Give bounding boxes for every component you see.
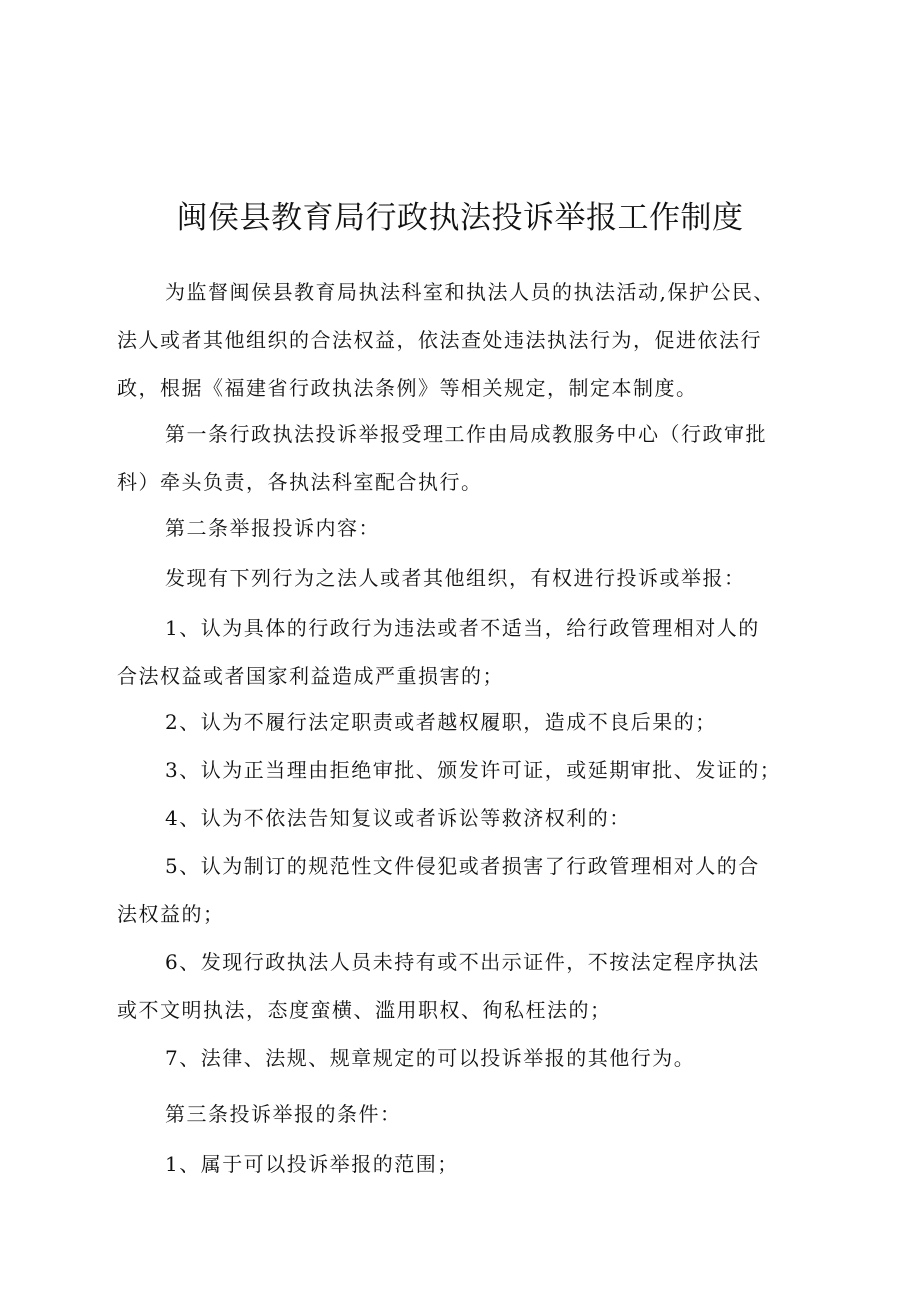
document-title: 闽侯县教育局行政执法投诉举报工作制度 bbox=[176, 200, 744, 236]
item-6-line-2: 或不文明执法，态度蛮横、滥用职权、徇私枉法的； bbox=[117, 998, 612, 1022]
article-1-line-1: 第一条行政执法投诉举报受理工作由局成教服务中心（行政审批 bbox=[165, 422, 767, 446]
article-1-line-2: 科）牵头负责，各执法科室配合执行。 bbox=[117, 470, 483, 494]
intro-line-1: 为监督闽侯县教育局执法科室和执法人员的执法活动,保护公民、 bbox=[165, 280, 775, 304]
article-1-paragraph bbox=[117, 410, 817, 506]
article-3-heading: 第三条投诉举报的条件： bbox=[165, 1102, 402, 1126]
article-2-item-5 bbox=[117, 842, 817, 938]
article-2-item-4: 4、认为不依法告知复议或者诉讼等救济权利的： bbox=[165, 806, 631, 830]
item-5-line-2: 法权益的； bbox=[117, 902, 225, 926]
intro-paragraph bbox=[117, 268, 817, 412]
article-2-heading: 第二条举报投诉内容： bbox=[165, 516, 380, 540]
article-2-item-1 bbox=[117, 604, 817, 700]
article-2-item-2: 2、认为不履行法定职责或者越权履职，造成不良后果的； bbox=[165, 710, 717, 734]
article-2-item-6 bbox=[117, 938, 817, 1034]
intro-line-3: 政，根据《福建省行政执法条例》等相关规定，制定本制度。 bbox=[117, 376, 698, 400]
article-2-item-3: 3、认为正当理由拒绝审批、颁发许可证，或延期审批、发证的； bbox=[165, 758, 782, 782]
article-2-item-7: 7、法律、法规、规章规定的可以投诉举报的其他行为。 bbox=[165, 1046, 696, 1070]
item-1-line-2: 合法权益或者国家利益造成严重损害的； bbox=[117, 664, 504, 688]
article-3-item-1: 1、属于可以投诉举报的范围； bbox=[165, 1152, 459, 1176]
item-1-line-1: 1、认为具体的行政行为违法或者不适当，给行政管理相对人的 bbox=[165, 616, 760, 640]
item-5-line-1: 5、认为制订的规范性文件侵犯或者损害了行政管理相对人的合 bbox=[165, 854, 760, 878]
intro-line-2: 法人或者其他组织的合法权益，依法查处违法执法行为，促进依法行 bbox=[117, 328, 762, 352]
item-6-line-1: 6、发现行政执法人员未持有或不出示证件，不按法定程序执法 bbox=[165, 950, 760, 974]
article-2-lead: 发现有下列行为之法人或者其他组织，有权进行投诉或举报： bbox=[165, 566, 746, 590]
